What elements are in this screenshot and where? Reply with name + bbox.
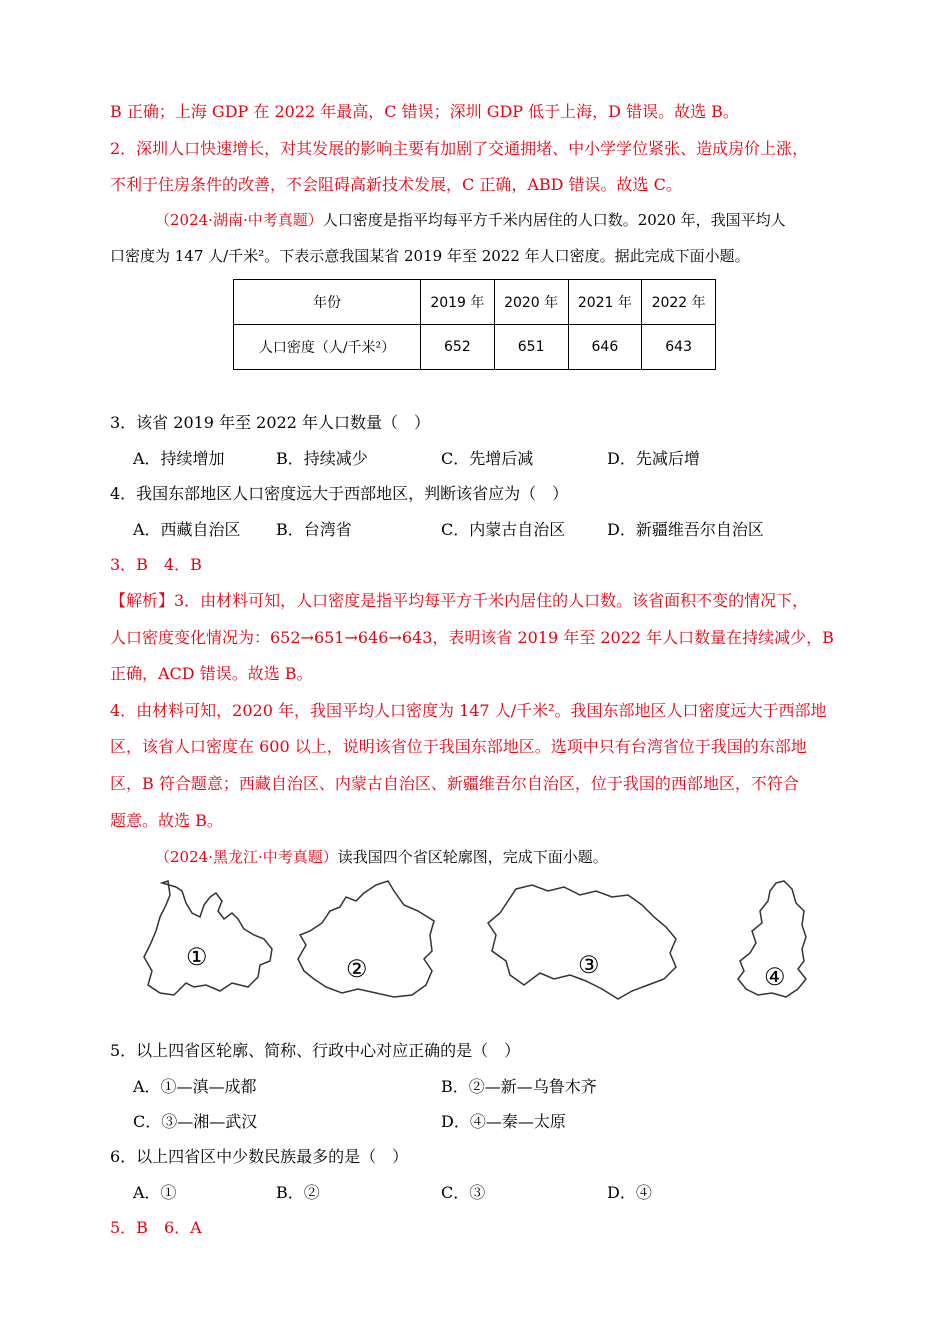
map-label: ① [186,943,208,971]
table-header-cell: 2022 年 [642,280,716,325]
table-header-cell: 年份 [234,280,421,325]
intro-text: 读我国四个省区轮廓图，完成下面小题。 [337,848,608,866]
explanation-line: 【解析】3．由材料可知，人口密度是指平均每平方千米内居住的人口数。该省面积不变的情况下， [110,591,809,610]
answer-line: 5．B 6．A [110,1218,202,1237]
option-d: D．先减后增 [607,449,700,468]
option-d: D．④ [607,1183,652,1202]
table-row [234,325,716,370]
option-a: A．①—滇—成都 [133,1077,257,1096]
question-source: （2024·湖南·中考真题） [155,211,323,229]
table-header-row [234,280,716,325]
option-d: D．新疆维吾尔自治区 [607,520,764,539]
table-cell: 651 [494,325,568,370]
question-stem: 5．以上四省区轮廓、简称、行政中心对应正确的是（ ） [110,1041,521,1060]
option-a: A．① [133,1183,177,1202]
map-label: ② [346,955,368,983]
option-a: A．持续增加 [133,449,225,468]
option-b: B．持续减少 [276,449,368,468]
explanation-line: 区，该省人口密度在 600 以上，说明该省位于我国东部地区。选项中只有台湾省位于我国的东部地 [110,737,807,756]
table-header-cell: 2019 年 [421,280,495,325]
explanation-line: 不利于住房条件的改善，不会阻碍高新技术发展，C 正确，ABD 错误。故选 C。 [110,175,682,194]
option-b: B．② [276,1183,320,1202]
question-intro [155,846,608,868]
option-c: C．③—湘—武汉 [133,1112,258,1131]
table-header-cell: 2020 年 [494,280,568,325]
province-map-hubei [482,875,682,1005]
explanation-line: 区，B 符合题意；西藏自治区、内蒙古自治区、新疆维吾尔自治区，位于我国的西部地区，不符合 [110,774,799,793]
explanation-line: B 正确；上海 GDP 在 2022 年最高，C 错误；深圳 GDP 低于上海，D 错误。故选 B。 [110,102,739,121]
option-d: D．④—秦—太原 [441,1112,566,1131]
option-c: C．先增后减 [441,449,534,468]
explanation-line: 2．深圳人口快速增长，对其发展的影响主要有加剧了交通拥堵、中小学学位紧张、造成房价上涨， [110,139,809,158]
option-c: C．③ [441,1183,486,1202]
explanation-line: 正确，ACD 错误。故选 B。 [110,664,313,683]
density-table [233,279,716,370]
province-map-yunnan [140,875,280,1005]
map-label: ④ [764,963,786,991]
question-stem: 3．该省 2019 年至 2022 年人口数量（ ） [110,413,430,432]
explanation-line: 4．由材料可知，2020 年，我国平均人口密度为 147 人/千米²。我国东部地区人口密度远大于西部地 [110,701,827,720]
question-intro [155,209,786,231]
table-cell: 646 [568,325,642,370]
option-c: C．内蒙古自治区 [441,520,566,539]
table-cell: 652 [421,325,495,370]
option-b: B．②—新—乌鲁木齐 [441,1077,597,1096]
answer-line: 3．B 4．B [110,555,202,574]
table-header-cell: 2021 年 [568,280,642,325]
explanation-line: 题意。故选 B。 [110,811,223,830]
map-label: ③ [578,951,600,979]
option-a: A．西藏自治区 [133,520,241,539]
question-stem: 4．我国东部地区人口密度远大于西部地区，判断该省应为（ ） [110,484,569,503]
table-row-label: 人口密度（人/千米²） [234,325,421,370]
intro-text: 口密度为 147 人/千米²。下表示意我国某省 2019 年至 2022 年人口密度。据此完成下面小题。 [110,247,750,265]
table-cell: 643 [642,325,716,370]
option-b: B．台湾省 [276,520,352,539]
explanation-line: 人口密度变化情况为：652→651→646→643，表明该省 2019 年至 2022 年人口数量在持续减少，B [110,628,834,647]
intro-text: 人口密度是指平均每平方千米内居住的人口数。2020 年，我国平均人 [322,211,786,229]
question-stem: 6．以上四省区中少数民族最多的是（ ） [110,1147,409,1166]
question-source: （2024·黑龙江·中考真题） [155,848,338,866]
province-map-xinjiang [292,875,442,1005]
province-map-shaanxi [732,875,812,1005]
